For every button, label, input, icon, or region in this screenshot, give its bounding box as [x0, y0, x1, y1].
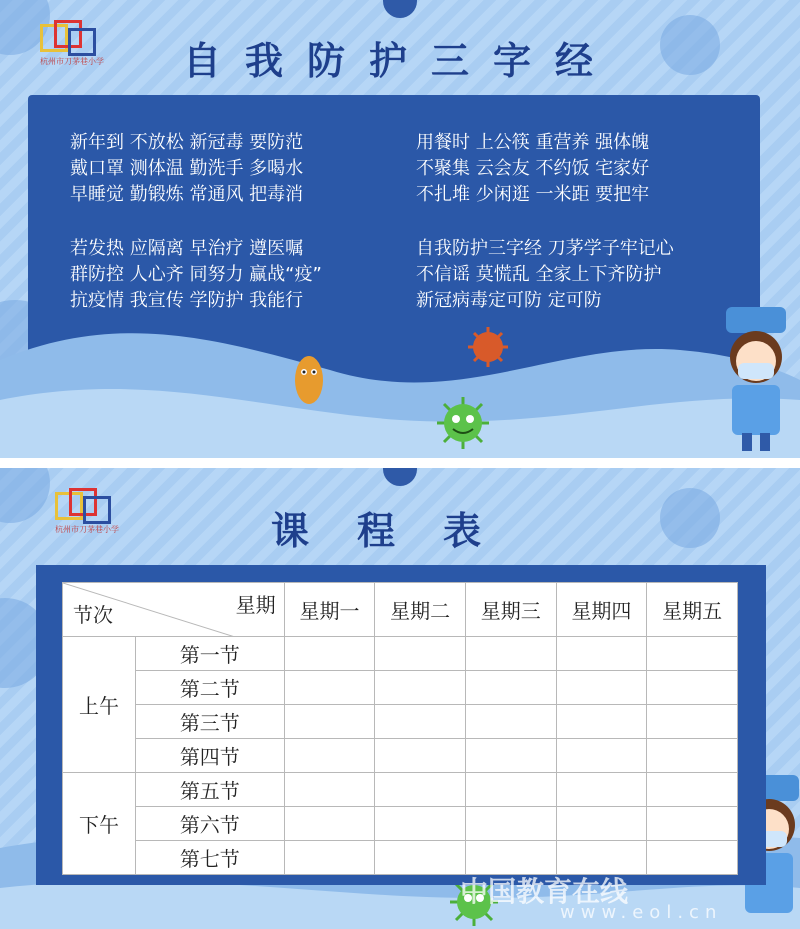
- period-label: 第五节: [136, 773, 285, 807]
- period-label: 第七节: [136, 841, 285, 875]
- schedule-cell[interactable]: [556, 705, 647, 739]
- schedule-cell[interactable]: [284, 671, 375, 705]
- schedule-cell[interactable]: [284, 773, 375, 807]
- schedule-table: [62, 582, 738, 875]
- schedule-cell[interactable]: [375, 705, 466, 739]
- schedule-cell[interactable]: [375, 807, 466, 841]
- schedule-cell[interactable]: [556, 671, 647, 705]
- poem-line: 自我防护三字经 刀茅学子牢记心: [416, 238, 674, 259]
- period-label: 第二节: [136, 671, 285, 705]
- schedule-cell[interactable]: [556, 807, 647, 841]
- corner-period-label: 节次: [73, 603, 113, 627]
- poem-line: 不聚集 云会友 不约饭 宅家好: [416, 158, 650, 179]
- poem-line: 若发热 应隔离 早治疗 遵医嘱: [70, 238, 304, 259]
- schedule-cell[interactable]: [465, 773, 556, 807]
- virus-icon: [285, 350, 333, 410]
- schedule-cell[interactable]: [375, 637, 466, 671]
- day-header: 星期三: [465, 583, 556, 637]
- schedule-cell[interactable]: [647, 637, 738, 671]
- corner-day-label: 星期: [235, 593, 276, 617]
- day-header: 星期四: [556, 583, 647, 637]
- period-label: 第四节: [136, 739, 285, 773]
- schedule-cell[interactable]: [647, 841, 738, 875]
- period-label: 第三节: [136, 705, 285, 739]
- poem-line: 新年到 不放松 新冠毒 要防范: [70, 132, 304, 153]
- poem-line: 戴口罩 测体温 勤洗手 多喝水: [70, 158, 304, 179]
- schedule-cell[interactable]: [556, 773, 647, 807]
- schedule-cell[interactable]: [647, 773, 738, 807]
- schedule-cell[interactable]: [647, 807, 738, 841]
- corner-header: [63, 583, 285, 637]
- schedule-cell[interactable]: [647, 739, 738, 773]
- schedule-cell[interactable]: [465, 807, 556, 841]
- logo-caption: 杭州市刀茅巷小学: [55, 525, 119, 534]
- schedule-cell[interactable]: [375, 773, 466, 807]
- poem-line: 新冠病毒定可防 定可防: [416, 290, 602, 311]
- poem-block: [70, 236, 322, 314]
- schedule-cell[interactable]: [375, 671, 466, 705]
- schedule-cell[interactable]: [647, 671, 738, 705]
- poem-block: [70, 130, 303, 208]
- page-title: 自我防护三字经: [182, 38, 617, 83]
- day-header: 星期二: [375, 583, 466, 637]
- schedule-cell[interactable]: [284, 739, 375, 773]
- period-label: 第一节: [136, 637, 285, 671]
- virus-icon: [466, 325, 510, 369]
- page-title: 课程表: [270, 508, 529, 553]
- schedule-cell[interactable]: [465, 705, 556, 739]
- poster-three-character-classic: [0, 0, 800, 458]
- morning-label: 上午: [63, 637, 136, 773]
- poem-block: [416, 236, 674, 314]
- top-notch: [383, 0, 417, 18]
- schedule-cell[interactable]: [647, 705, 738, 739]
- poem-line: 群防控 人心齐 同努力 赢战“疫”: [70, 264, 322, 285]
- poem-line: 用餐时 上公筷 重营养 强体魄: [416, 132, 650, 153]
- poem-block: [416, 130, 649, 208]
- day-header: 星期一: [284, 583, 375, 637]
- schedule-cell[interactable]: [465, 739, 556, 773]
- schedule-cell[interactable]: [375, 739, 466, 773]
- nurse-icon: [712, 305, 800, 455]
- virus-icon: [435, 395, 491, 451]
- top-notch: [383, 468, 417, 486]
- poem-line: 不信谣 莫慌乱 全家上下齐防护: [416, 264, 662, 285]
- period-label: 第六节: [136, 807, 285, 841]
- poem-line: 抗疫情 我宣传 学防护 我能行: [70, 290, 304, 311]
- poem-line: 早睡觉 勤锻炼 常通风 把毒消: [70, 184, 304, 205]
- schedule-cell[interactable]: [375, 841, 466, 875]
- watermark-url: www.eol.cn: [560, 902, 723, 923]
- schedule-cell[interactable]: [465, 637, 556, 671]
- schedule-cell[interactable]: [556, 637, 647, 671]
- schedule-cell[interactable]: [284, 807, 375, 841]
- schedule-cell[interactable]: [556, 739, 647, 773]
- logo-caption: 杭州市刀茅巷小学: [40, 57, 104, 66]
- schedule-cell[interactable]: [465, 671, 556, 705]
- afternoon-label: 下午: [63, 773, 136, 875]
- poem-line: 不扎堆 少闲逛 一米距 要把牢: [416, 184, 650, 205]
- watermark: 中国教育在线: [460, 875, 629, 908]
- schedule-cell[interactable]: [284, 705, 375, 739]
- day-header: 星期五: [647, 583, 738, 637]
- wave-decoration: [0, 300, 800, 458]
- schedule-cell[interactable]: [284, 637, 375, 671]
- schedule-cell[interactable]: [284, 841, 375, 875]
